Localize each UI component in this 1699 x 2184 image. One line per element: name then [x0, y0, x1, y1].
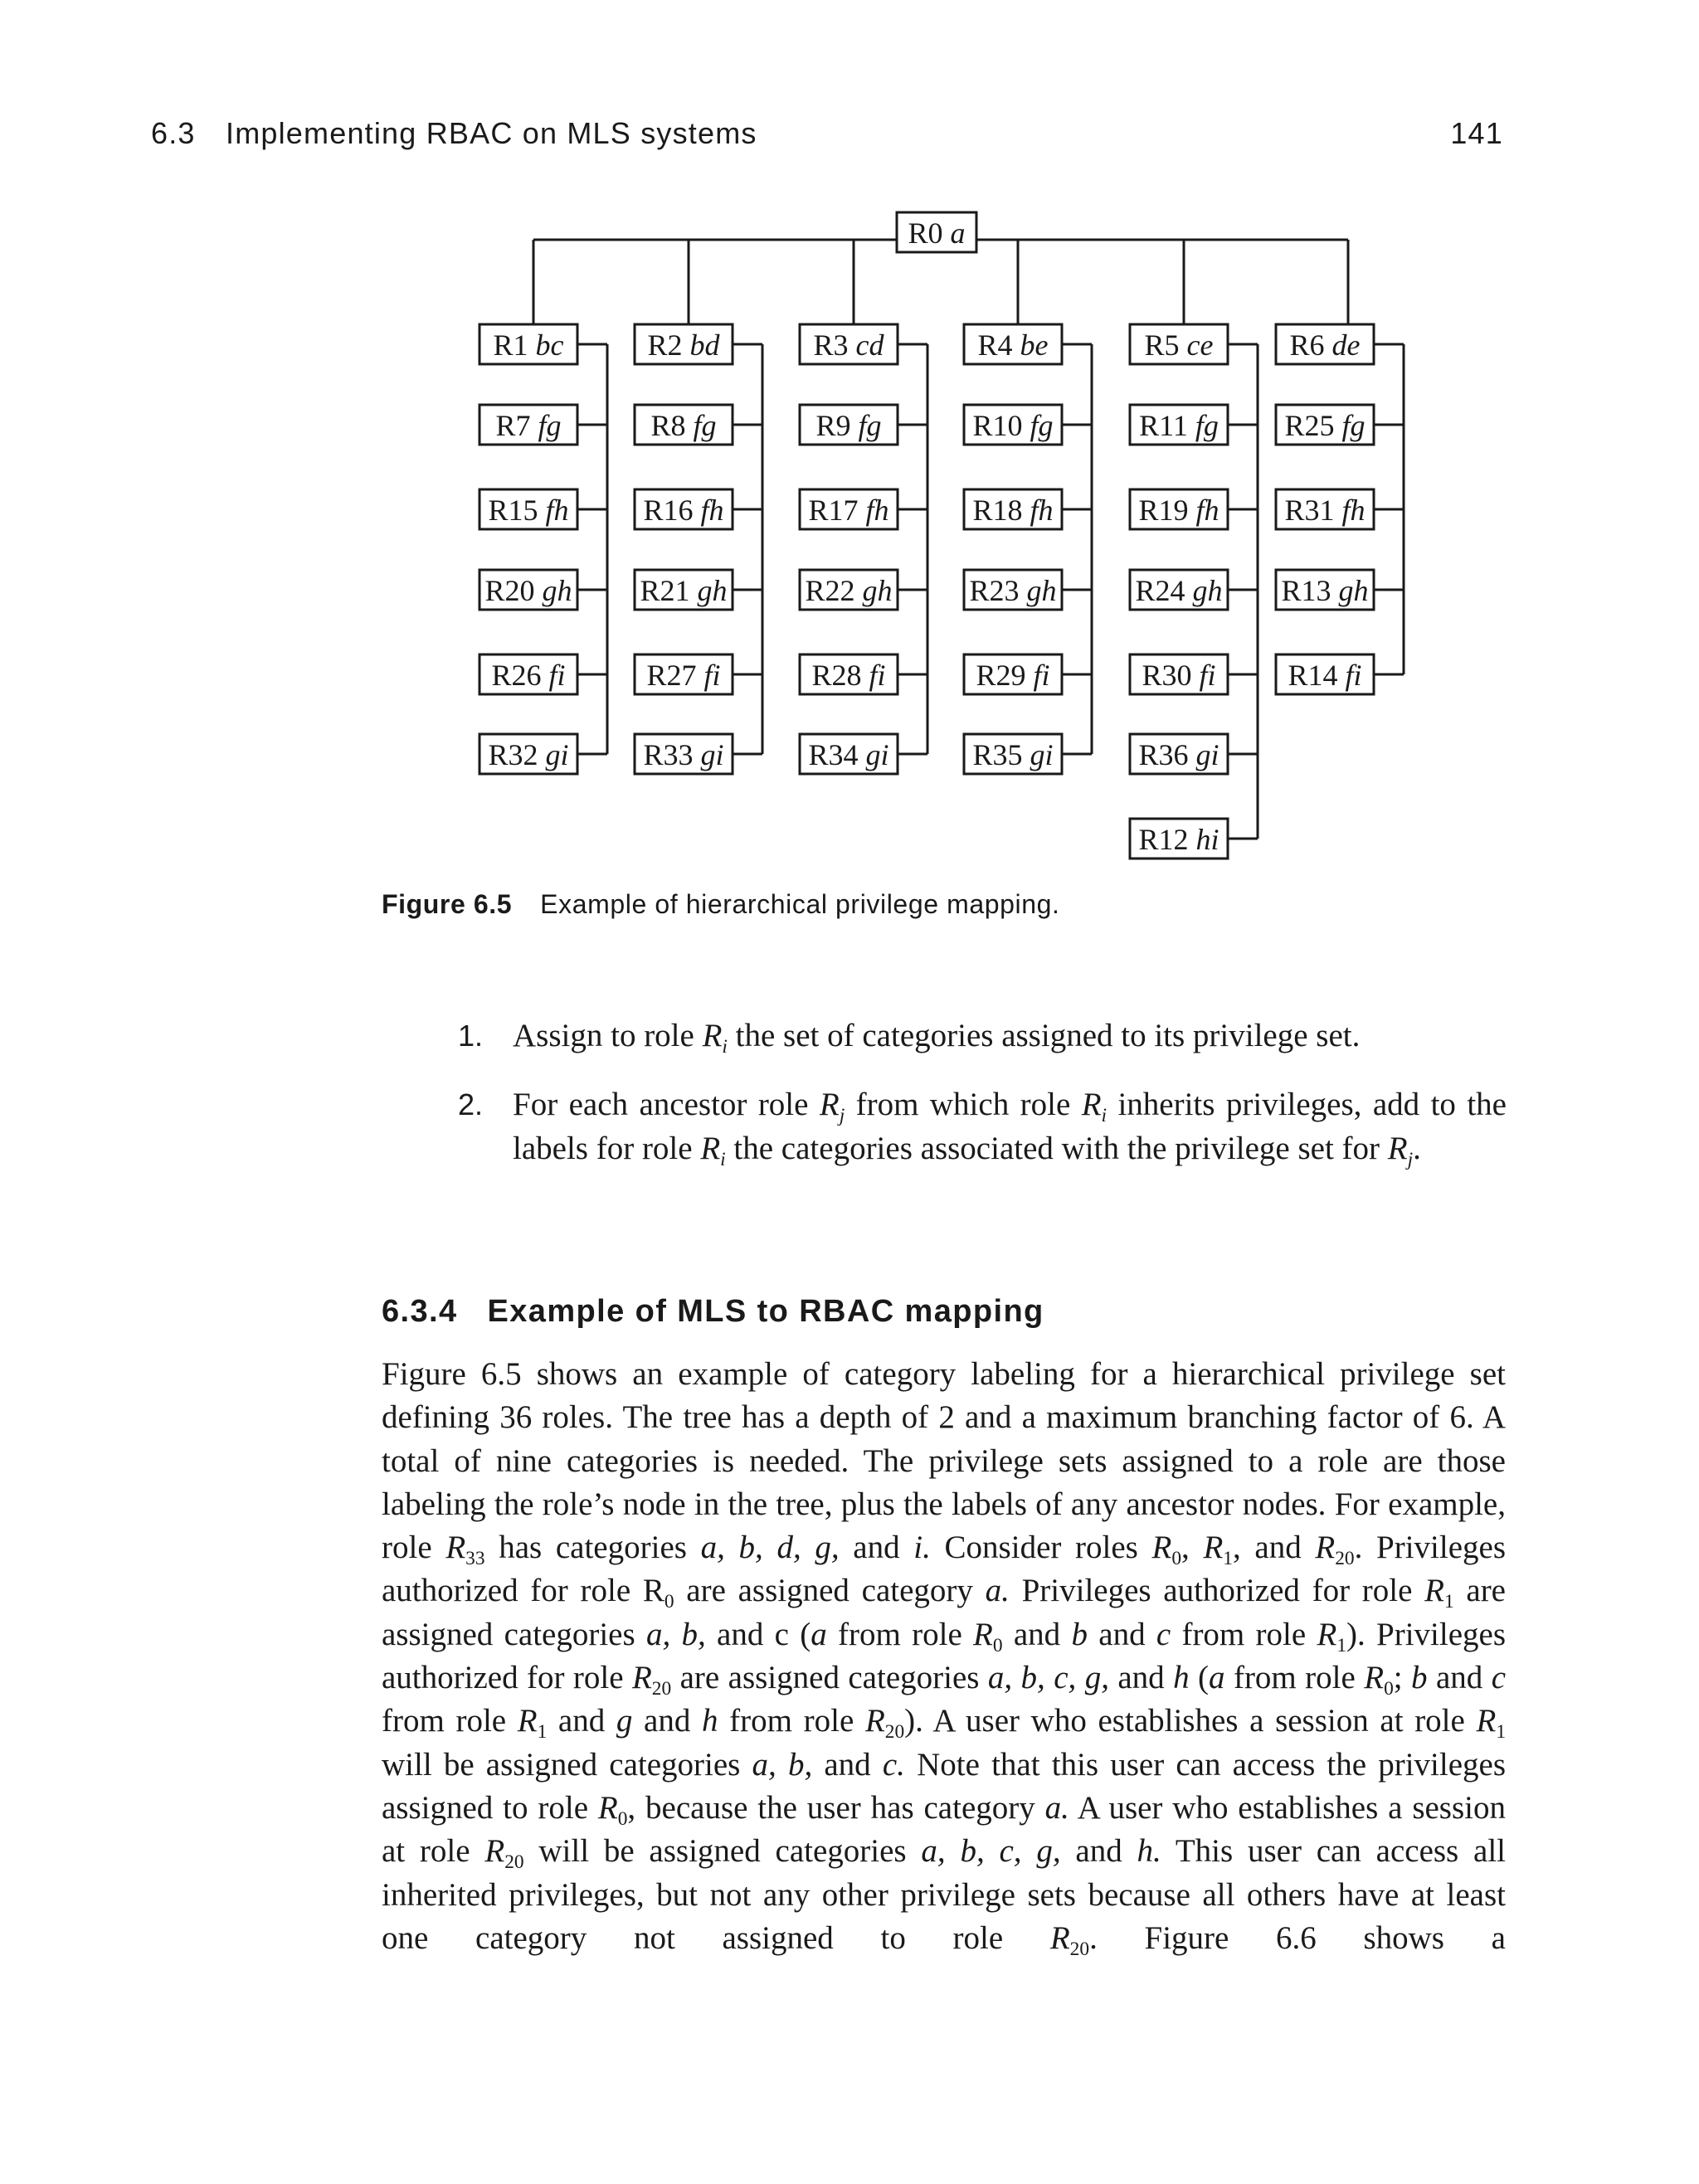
- body-paragraph: Figure 6.5 shows an example of category labeling for a hierarchical privilege set defining 36 roles. The tree has a depth of 2 and a maximum branching factor of 6. A total of nine categories is needed. The privilege sets assigned to a role are those labeling the role’s node in the tree, plus the labels of any ancestor nodes. For example, role $R_{33}$ has categories a, b, d, g, and i. Consider roles $R_0$, $R_1$, and $R_{20}$. Privileges authorized for role $R_0$ are assigned category a. Privileges authorized for role $R_1$ are assigned categories a, b, and c (a from role $R_0$ and b and c from role $R_1$). Privileges authorized for role $R_{20}$ are assigned categories a, b, c, g, and h (a from role $R_0$; b and c from role $R_1$ and g and h from role $R_{20}$). A user who establishes a session at role $R_1$ will be assigned categories a, b, and c. Note that this user can access the privileges assigned to role $R_0$, because the user has category a. A user who establishes a session at role $R_{20}$ will be assigned categories a, b, c, g, and h. This user can access all inherited privileges, but not any other privilege sets because all others have at least one category not assigned to role $R_{20}$. Figure 6.6 shows a: [382, 1356, 1507, 1961]
- node-role: R28: [811, 659, 869, 692]
- figure-caption-text: Example of hierarchical privilege mapping.: [540, 889, 1060, 919]
- italic-text: a, b,: [645, 1616, 706, 1652]
- node-role: R21: [640, 574, 698, 607]
- subscript: 20: [1335, 1548, 1355, 1570]
- node-categories: gh: [542, 574, 572, 607]
- subscript: 0: [1384, 1678, 1394, 1700]
- italic-text: R: [517, 1703, 538, 1739]
- list-item-text: For each ancestor role $R_j$ from which role $R_i$ inherits privileges, add to the labels for role $R_i$ the categories associated with the privilege set for $R_j$.: [513, 1087, 1507, 1171]
- italic-text: R: [445, 1530, 466, 1566]
- subscript: i: [1101, 1105, 1108, 1127]
- italic-text: R: [1476, 1703, 1497, 1739]
- node-categories: a: [950, 216, 966, 250]
- node-role: R17: [808, 494, 866, 527]
- node-label: [1145, 328, 1214, 362]
- italic-text: R: [1203, 1530, 1224, 1566]
- subscript: 0: [617, 1808, 628, 1831]
- section-title: Example of MLS to RBAC mapping: [487, 1294, 1044, 1329]
- subscript: 0: [1171, 1548, 1182, 1570]
- italic-text: R: [864, 1703, 885, 1739]
- italic-text: R: [1424, 1573, 1444, 1609]
- subscript: 20: [1069, 1938, 1090, 1961]
- node-role: R36: [1138, 738, 1196, 771]
- node-role: R2: [647, 328, 690, 362]
- italic-text: R: [1364, 1660, 1385, 1696]
- node-label: [1288, 659, 1361, 692]
- italic-text: R: [819, 1087, 840, 1122]
- node-role: R4: [977, 328, 1020, 362]
- subscript: 1: [1443, 1591, 1454, 1613]
- subscript: 1: [1496, 1721, 1507, 1744]
- italic-text: a.: [1044, 1789, 1069, 1826]
- node-role: R13: [1281, 574, 1339, 607]
- node-role: R14: [1288, 659, 1346, 692]
- node-categories: fh: [865, 494, 889, 527]
- node-categories: fg: [1030, 409, 1054, 442]
- node-label: [488, 738, 568, 771]
- node-categories: fi: [1345, 659, 1362, 692]
- italic-text: a, b,: [752, 1746, 813, 1783]
- node-categories: hi: [1195, 823, 1219, 856]
- node-label: [1138, 738, 1219, 771]
- node-role: R5: [1144, 328, 1187, 362]
- node-categories: gi: [1195, 738, 1219, 771]
- node-role: R0: [908, 216, 951, 250]
- node-label: [1290, 328, 1361, 362]
- node-label: [1142, 659, 1215, 692]
- node-role: R24: [1135, 574, 1193, 607]
- node-label: [978, 328, 1049, 362]
- node-categories: be: [1020, 328, 1049, 362]
- node-role: R3: [813, 328, 856, 362]
- node-label: [643, 494, 723, 527]
- node-role: R26: [491, 659, 549, 692]
- node-role: R8: [650, 409, 694, 442]
- node-categories: fi: [1199, 659, 1216, 692]
- node-categories: fg: [693, 409, 717, 442]
- node-role: R20: [484, 574, 543, 607]
- node-categories: fi: [548, 659, 566, 692]
- node-label: [969, 574, 1056, 607]
- node-categories: fh: [700, 494, 724, 527]
- node-role: R32: [488, 738, 546, 771]
- running-header-section: 6.3: [151, 116, 196, 150]
- node-categories: gi: [865, 738, 889, 771]
- node-label: [908, 216, 965, 250]
- node-categories: bd: [689, 328, 720, 362]
- italic-text: R: [1151, 1530, 1172, 1566]
- italic-text: h.: [1137, 1833, 1161, 1870]
- node-categories: gh: [1192, 574, 1223, 607]
- italic-text: c: [1491, 1660, 1507, 1696]
- node-categories: fh: [1030, 494, 1054, 527]
- node-label: [811, 659, 885, 692]
- node-label: [808, 738, 888, 771]
- node-label: [1284, 494, 1365, 527]
- node-role: R1: [493, 328, 536, 362]
- italic-text: a, b, c, g,: [987, 1660, 1109, 1696]
- page-number: 141: [1450, 116, 1503, 150]
- node-role: R6: [1289, 328, 1332, 362]
- subscript: 0: [992, 1634, 1003, 1656]
- italic-text: R: [1081, 1087, 1102, 1122]
- node-categories: fg: [1341, 409, 1366, 442]
- node-label: [488, 494, 568, 527]
- node-categories: fh: [1195, 494, 1219, 527]
- list-item-number: 1.: [458, 1019, 484, 1053]
- italic-text: R: [484, 1833, 505, 1870]
- italic-text: a, b, d, g,: [700, 1530, 840, 1566]
- italic-text: i.: [913, 1530, 931, 1566]
- node-role: R34: [808, 738, 866, 771]
- figure-caption: [382, 889, 1060, 920]
- node-role: R29: [976, 659, 1034, 692]
- section-number: 6.3.4: [382, 1294, 458, 1329]
- italic-text: R: [631, 1660, 652, 1696]
- italic-text: h: [702, 1703, 718, 1739]
- subscript: 20: [651, 1678, 672, 1700]
- node-label: [1284, 409, 1365, 442]
- italic-text: b: [1071, 1616, 1088, 1652]
- figure-caption-label: Figure 6.5: [382, 889, 513, 919]
- node-categories: gh: [862, 574, 893, 607]
- section-heading: [382, 1294, 1044, 1330]
- list-item-text: Assign to role $R_i$ the set of categories assigned to its privilege set.: [513, 1018, 1361, 1058]
- italic-text: a: [811, 1616, 827, 1652]
- node-categories: fi: [869, 659, 886, 692]
- node-role: R25: [1284, 409, 1342, 442]
- node-label: [972, 494, 1053, 527]
- node-label: [491, 659, 565, 692]
- italic-text: a: [1209, 1660, 1225, 1696]
- node-categories: fi: [1033, 659, 1050, 692]
- node-role: R27: [646, 659, 704, 692]
- node-categories: de: [1331, 328, 1361, 362]
- subscript: j: [839, 1105, 845, 1127]
- italic-text: b: [1411, 1660, 1428, 1696]
- node-label: [494, 328, 564, 362]
- node-role: R15: [488, 494, 546, 527]
- node-categories: fh: [1341, 494, 1366, 527]
- node-role: R33: [643, 738, 701, 771]
- subscript: 1: [1223, 1548, 1233, 1570]
- node-label: [1281, 574, 1368, 607]
- subscript: 0: [664, 1591, 674, 1613]
- subscript: 20: [884, 1721, 905, 1744]
- node-categories: fh: [545, 494, 569, 527]
- node-label: [650, 409, 716, 442]
- node-label: [1138, 823, 1219, 856]
- node-label: [495, 409, 561, 442]
- node-label: [1138, 494, 1219, 527]
- privilege-hierarchy-figure: [0, 0, 1699, 879]
- italic-text: c.: [882, 1746, 905, 1783]
- node-label: [1139, 409, 1219, 442]
- running-header-title: Implementing RBAC on MLS systems: [226, 116, 757, 150]
- node-categories: gh: [697, 574, 728, 607]
- node-categories: bc: [535, 328, 564, 362]
- italic-text: a.: [985, 1573, 1010, 1609]
- italic-text: R: [702, 1018, 723, 1053]
- node-role: R30: [1142, 659, 1200, 692]
- node-role: R35: [972, 738, 1030, 771]
- subscript: 1: [537, 1721, 548, 1744]
- subscript: 33: [465, 1548, 485, 1570]
- node-categories: gi: [1030, 738, 1054, 771]
- node-label: [808, 494, 888, 527]
- node-role: R23: [969, 574, 1027, 607]
- node-categories: fi: [703, 659, 721, 692]
- node-categories: gh: [1026, 574, 1057, 607]
- node-role: R10: [972, 409, 1030, 442]
- node-categories: gi: [700, 738, 724, 771]
- italic-text: R: [700, 1131, 721, 1166]
- list-item-number: 2.: [458, 1087, 484, 1121]
- node-label: [484, 574, 572, 607]
- node-label: [972, 409, 1053, 442]
- node-role: R22: [805, 574, 863, 607]
- italic-text: R: [1315, 1530, 1336, 1566]
- node-categories: gh: [1338, 574, 1369, 607]
- subscript: i: [720, 1149, 726, 1171]
- node-role: R11: [1139, 409, 1195, 442]
- node-role: R31: [1284, 494, 1342, 527]
- node-label: [646, 659, 720, 692]
- italic-text: c: [1156, 1616, 1171, 1652]
- list-item: [458, 1082, 1507, 1171]
- node-categories: gi: [545, 738, 569, 771]
- node-role: R9: [815, 409, 859, 442]
- italic-text: a, b, c, g,: [921, 1833, 1061, 1870]
- node-role: R19: [1138, 494, 1196, 527]
- italic-text: R: [1317, 1616, 1337, 1652]
- node-role: R7: [495, 409, 538, 442]
- node-label: [972, 738, 1053, 771]
- italic-text: R: [597, 1789, 618, 1826]
- subscript: j: [1407, 1149, 1414, 1171]
- italic-text: R: [1387, 1131, 1408, 1166]
- subscript: i: [722, 1036, 728, 1058]
- node-categories: ce: [1186, 328, 1214, 362]
- italic-text: h: [1173, 1660, 1190, 1696]
- italic-text: R: [973, 1616, 993, 1652]
- node-categories: fg: [858, 409, 882, 442]
- italic-text: R: [1049, 1919, 1070, 1956]
- node-label: [640, 574, 727, 607]
- node-categories: fg: [1195, 409, 1219, 442]
- node-label: [976, 659, 1049, 692]
- node-categories: cd: [855, 328, 884, 362]
- node-label: [647, 328, 720, 362]
- node-role: R18: [972, 494, 1030, 527]
- node-label: [805, 574, 892, 607]
- node-categories: fg: [538, 409, 562, 442]
- italic-text: g: [616, 1703, 633, 1739]
- node-label: [643, 738, 723, 771]
- node-label: [1135, 574, 1222, 607]
- node-label: [815, 409, 881, 442]
- node-label: [814, 328, 885, 362]
- node-role: R12: [1138, 823, 1196, 856]
- list-item: [458, 1014, 1507, 1058]
- node-role: R16: [643, 494, 701, 527]
- subscript: 1: [1336, 1634, 1347, 1656]
- subscript: 20: [504, 1851, 524, 1874]
